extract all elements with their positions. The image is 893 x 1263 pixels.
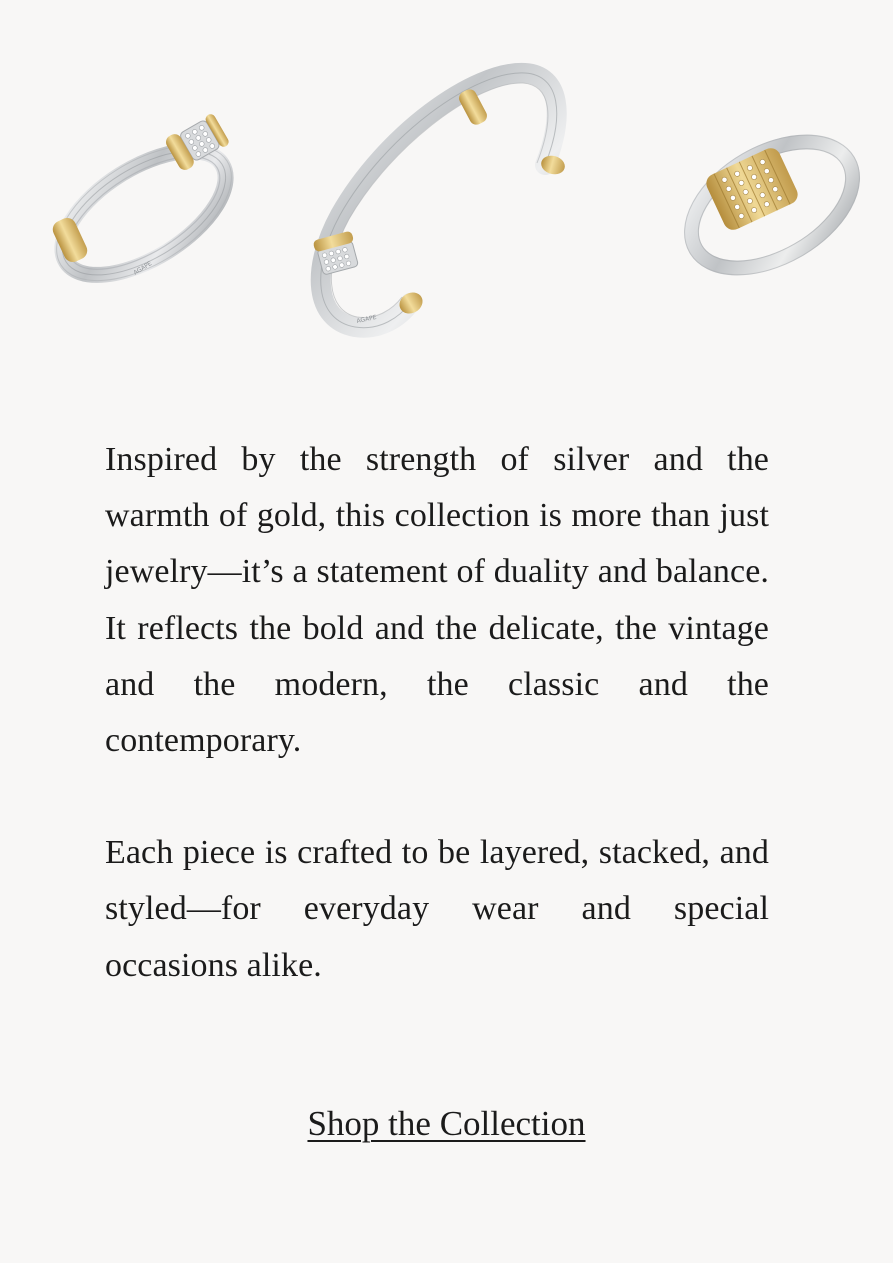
ring-pave-barrel-product-image[interactable] (670, 105, 870, 310)
description-paragraph-1: Inspired by the strength of silver and the warmth of gold, this collection is more than just jewelry—it’s a statement of duality and balance. It reflects the bold and the delicate, the vintage and the modern, the classic and the contemporary. (105, 441, 769, 760)
ring-product-image[interactable] (40, 105, 245, 320)
cuff-bracelet-product-image[interactable] (295, 55, 595, 360)
svg-text:AGAPE: AGAPE (132, 260, 154, 277)
product-image-row (0, 0, 893, 380)
description-paragraph-2: Each piece is crafted to be layered, stacked, and styled—for everyday wear and special occasions alike. (105, 834, 769, 984)
collection-description (105, 432, 769, 994)
shop-the-collection-link[interactable]: Shop the Collection (307, 1104, 586, 1143)
svg-text:AGAPE: AGAPE (355, 313, 378, 325)
cta-container (0, 1096, 893, 1152)
